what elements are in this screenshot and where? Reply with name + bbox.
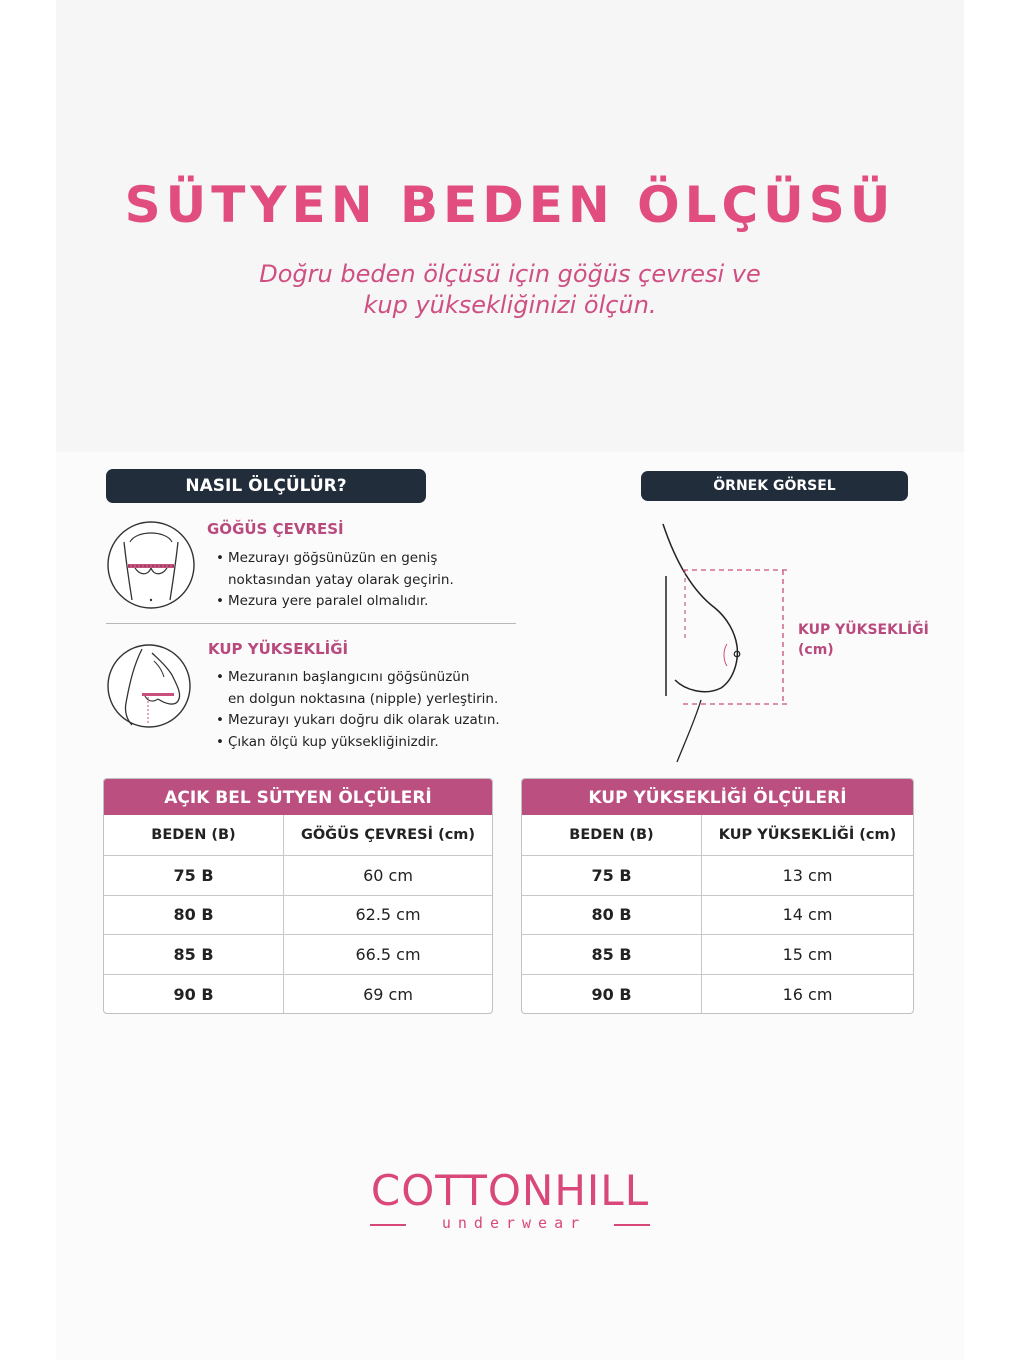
cup-height-label [798,620,929,660]
page-subtitle [0,259,1020,321]
chest-section-title: GÖĞÜS ÇEVRESİ [207,520,344,538]
cup-section-title: KUP YÜKSEKLİĞİ [208,640,349,658]
how-to-measure-badge: NASIL ÖLÇÜLÜR? [106,469,426,503]
brand-line-right [614,1224,650,1226]
chest-measure-icon [106,520,196,610]
size-cell: 75 B [173,865,214,885]
value-cell: 66.5 cm [283,935,492,974]
column-header: BEDEN (B) [569,827,654,843]
size-cell: 85 B [591,944,632,964]
brand-logo: COTTONHILL [370,1166,650,1215]
table-row [522,855,913,895]
size-cell: 75 B [591,865,632,885]
table-header-row [522,815,913,855]
sample-image-badge: ÖRNEK GÖRSEL [641,471,908,501]
value-cell: 69 cm [283,975,492,1014]
table-row [522,895,913,935]
table-title: KUP YÜKSEKLİĞİ ÖLÇÜLERİ [522,779,913,815]
value-cell: 14 cm [701,896,913,935]
brand-tagline: underwear [441,1214,587,1232]
value-cell: 16 cm [701,975,913,1014]
section-divider [106,623,516,624]
size-cell: 80 B [173,905,214,925]
column-header: GÖĞÜS ÇEVRESİ (cm) [283,815,492,855]
table-row [522,974,913,1014]
cup-bullet-1-cont: en dolgun noktasına (nipple) yerleştirin. [228,690,499,707]
table-row [104,934,492,974]
cup-bullet-2: • Mezurayı yukarı doğru dik olarak uzatın. [216,710,500,732]
chest-bullet-2: • Mezura yere paralel olmalıdır. [216,591,454,613]
table-row [104,895,492,935]
table-row [104,855,492,895]
chest-bullet-1: • Mezurayı göğsünüzün en geniş [216,548,454,570]
size-cell: 90 B [591,984,632,1004]
table-header-row [104,815,492,855]
column-header: KUP YÜKSEKLİĞİ (cm) [701,815,913,855]
column-header: BEDEN (B) [151,827,236,843]
size-cell: 85 B [173,944,214,964]
value-cell: 15 cm [701,935,913,974]
table-row [104,974,492,1014]
value-cell: 62.5 cm [283,896,492,935]
cup-height-size-table [521,778,914,1014]
subtitle-line-2: kup yüksekliğinizi ölçün. [363,291,657,319]
size-cell: 80 B [591,905,632,925]
chest-bullet-1-cont: noktasından yatay olarak geçirin. [228,571,454,588]
table-row [522,934,913,974]
cup-measure-icon [106,643,192,729]
cup-bullet-3: • Çıkan ölçü kup yüksekliğinizdir. [216,732,500,754]
cup-height-label-line-2: (cm) [798,642,834,658]
cup-height-illustration [655,520,800,770]
value-cell: 60 cm [283,856,492,895]
chest-bullets [216,548,454,613]
cup-height-label-line-1: KUP YÜKSEKLİĞİ [798,622,929,638]
cup-bullet-1: • Mezuranın başlangıcını göğsünüzün [216,667,500,689]
brand-tagline-group [370,1214,650,1234]
value-cell: 13 cm [701,856,913,895]
cup-bullets [216,667,500,753]
open-waist-bra-size-table [103,778,493,1014]
table-title: AÇIK BEL SÜTYEN ÖLÇÜLERİ [104,779,492,815]
page-title: SÜTYEN BEDEN ÖLÇÜSÜ [124,176,896,234]
size-cell: 90 B [173,984,214,1004]
subtitle-line-1: Doğru beden ölçüsü için göğüs çevresi ve [259,260,761,288]
